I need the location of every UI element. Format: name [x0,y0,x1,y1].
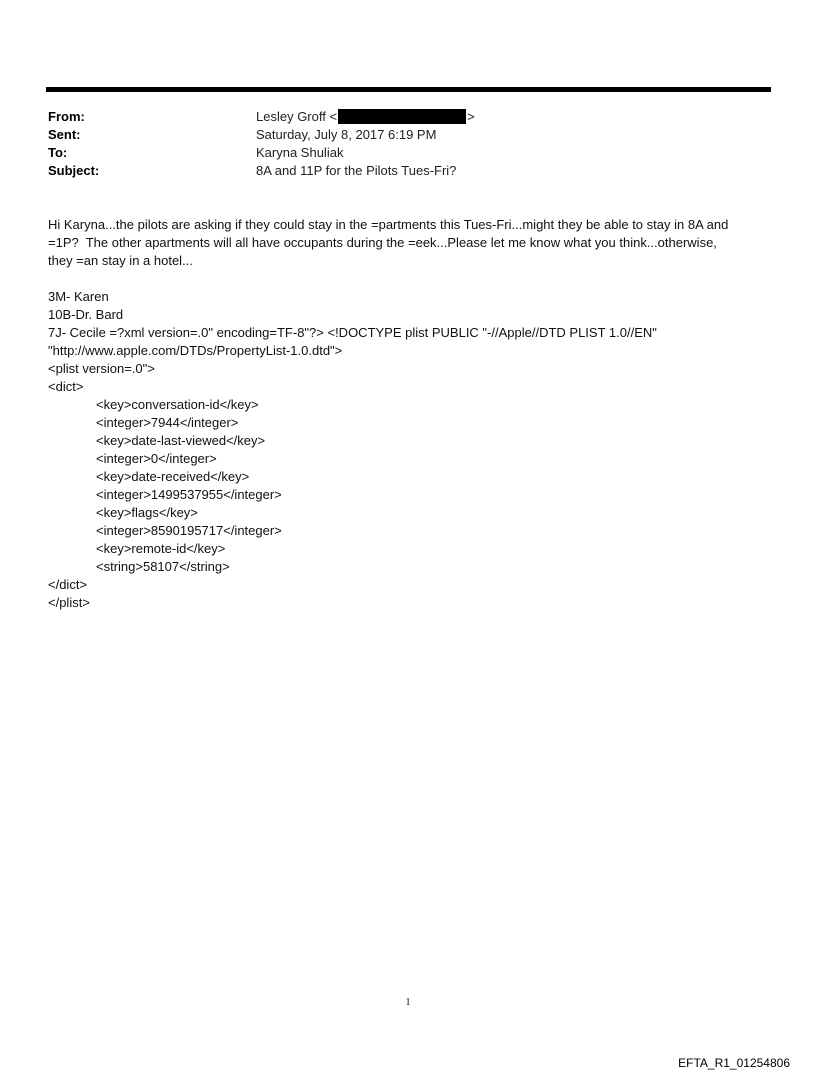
page-number: 1 [405,996,411,1008]
paragraph-line: they =an stay in a hotel... [48,253,193,268]
subject-value: 8A and 11P for the Pilots Tues-Fri? [256,163,457,178]
plist-closing [48,576,768,612]
paragraph-line: =1P? The other apartments will all have occupants during the =eek...Please let me know what you think...otherwise, [48,235,717,250]
blank-line [48,270,768,288]
bates-number: EFTA_R1_01254806 [678,1056,790,1070]
email-body [48,216,768,612]
from-value [256,108,475,126]
list-line: <plist version=.0"> [48,361,155,376]
to-label: To: [48,145,68,160]
from-label: From: [48,109,85,124]
to-value: Karyna Shuliak [256,145,344,160]
sent-value: Saturday, July 8, 2017 6:19 PM [256,127,437,142]
subject-row [48,162,475,180]
dict-line: <key>date-last-viewed</key> [96,433,266,448]
dict-line: <key>conversation-id</key> [96,397,259,412]
list-line: "http://www.apple.com/DTDs/PropertyList-1.0.dtd"> [48,343,343,358]
email-header [48,108,475,180]
plist-dict-content [48,396,768,576]
list-line: 7J- Cecile =?xml version=.0" encoding=TF-8"?> <!DOCTYPE plist PUBLIC "-//Apple//DTD PLIST 1.0//EN" [48,325,657,340]
apartment-list [48,288,768,396]
list-line: 10B-Dr. Bard [48,307,124,322]
from-close: > [467,109,475,124]
closing-line: </dict> [48,577,88,592]
dict-line: <key>remote-id</key> [96,541,226,556]
dict-line: <integer>0</integer> [96,451,217,466]
list-line: 3M- Karen [48,289,109,304]
sent-label: Sent: [48,127,81,142]
from-row [48,108,475,126]
list-line: <dict> [48,379,84,394]
header-rule [46,87,771,92]
dict-line: <string>58107</string> [96,559,230,574]
dict-line: <integer>7944</integer> [96,415,239,430]
redaction-box [338,109,466,124]
dict-line: <integer>1499537955</integer> [96,487,282,502]
sent-row [48,126,475,144]
dict-line: <key>date-received</key> [96,469,250,484]
paragraph-line: Hi Karyna...the pilots are asking if they could stay in the =partments this Tues-Fri...might they be able to stay in 8A and [48,217,729,232]
subject-label: Subject: [48,163,100,178]
from-name: Lesley Groff < [256,109,338,124]
to-row [48,144,475,162]
dict-line: <integer>8590195717</integer> [96,523,282,538]
dict-line: <key>flags</key> [96,505,198,520]
closing-line: </plist> [48,595,90,610]
message-paragraph [48,216,768,270]
